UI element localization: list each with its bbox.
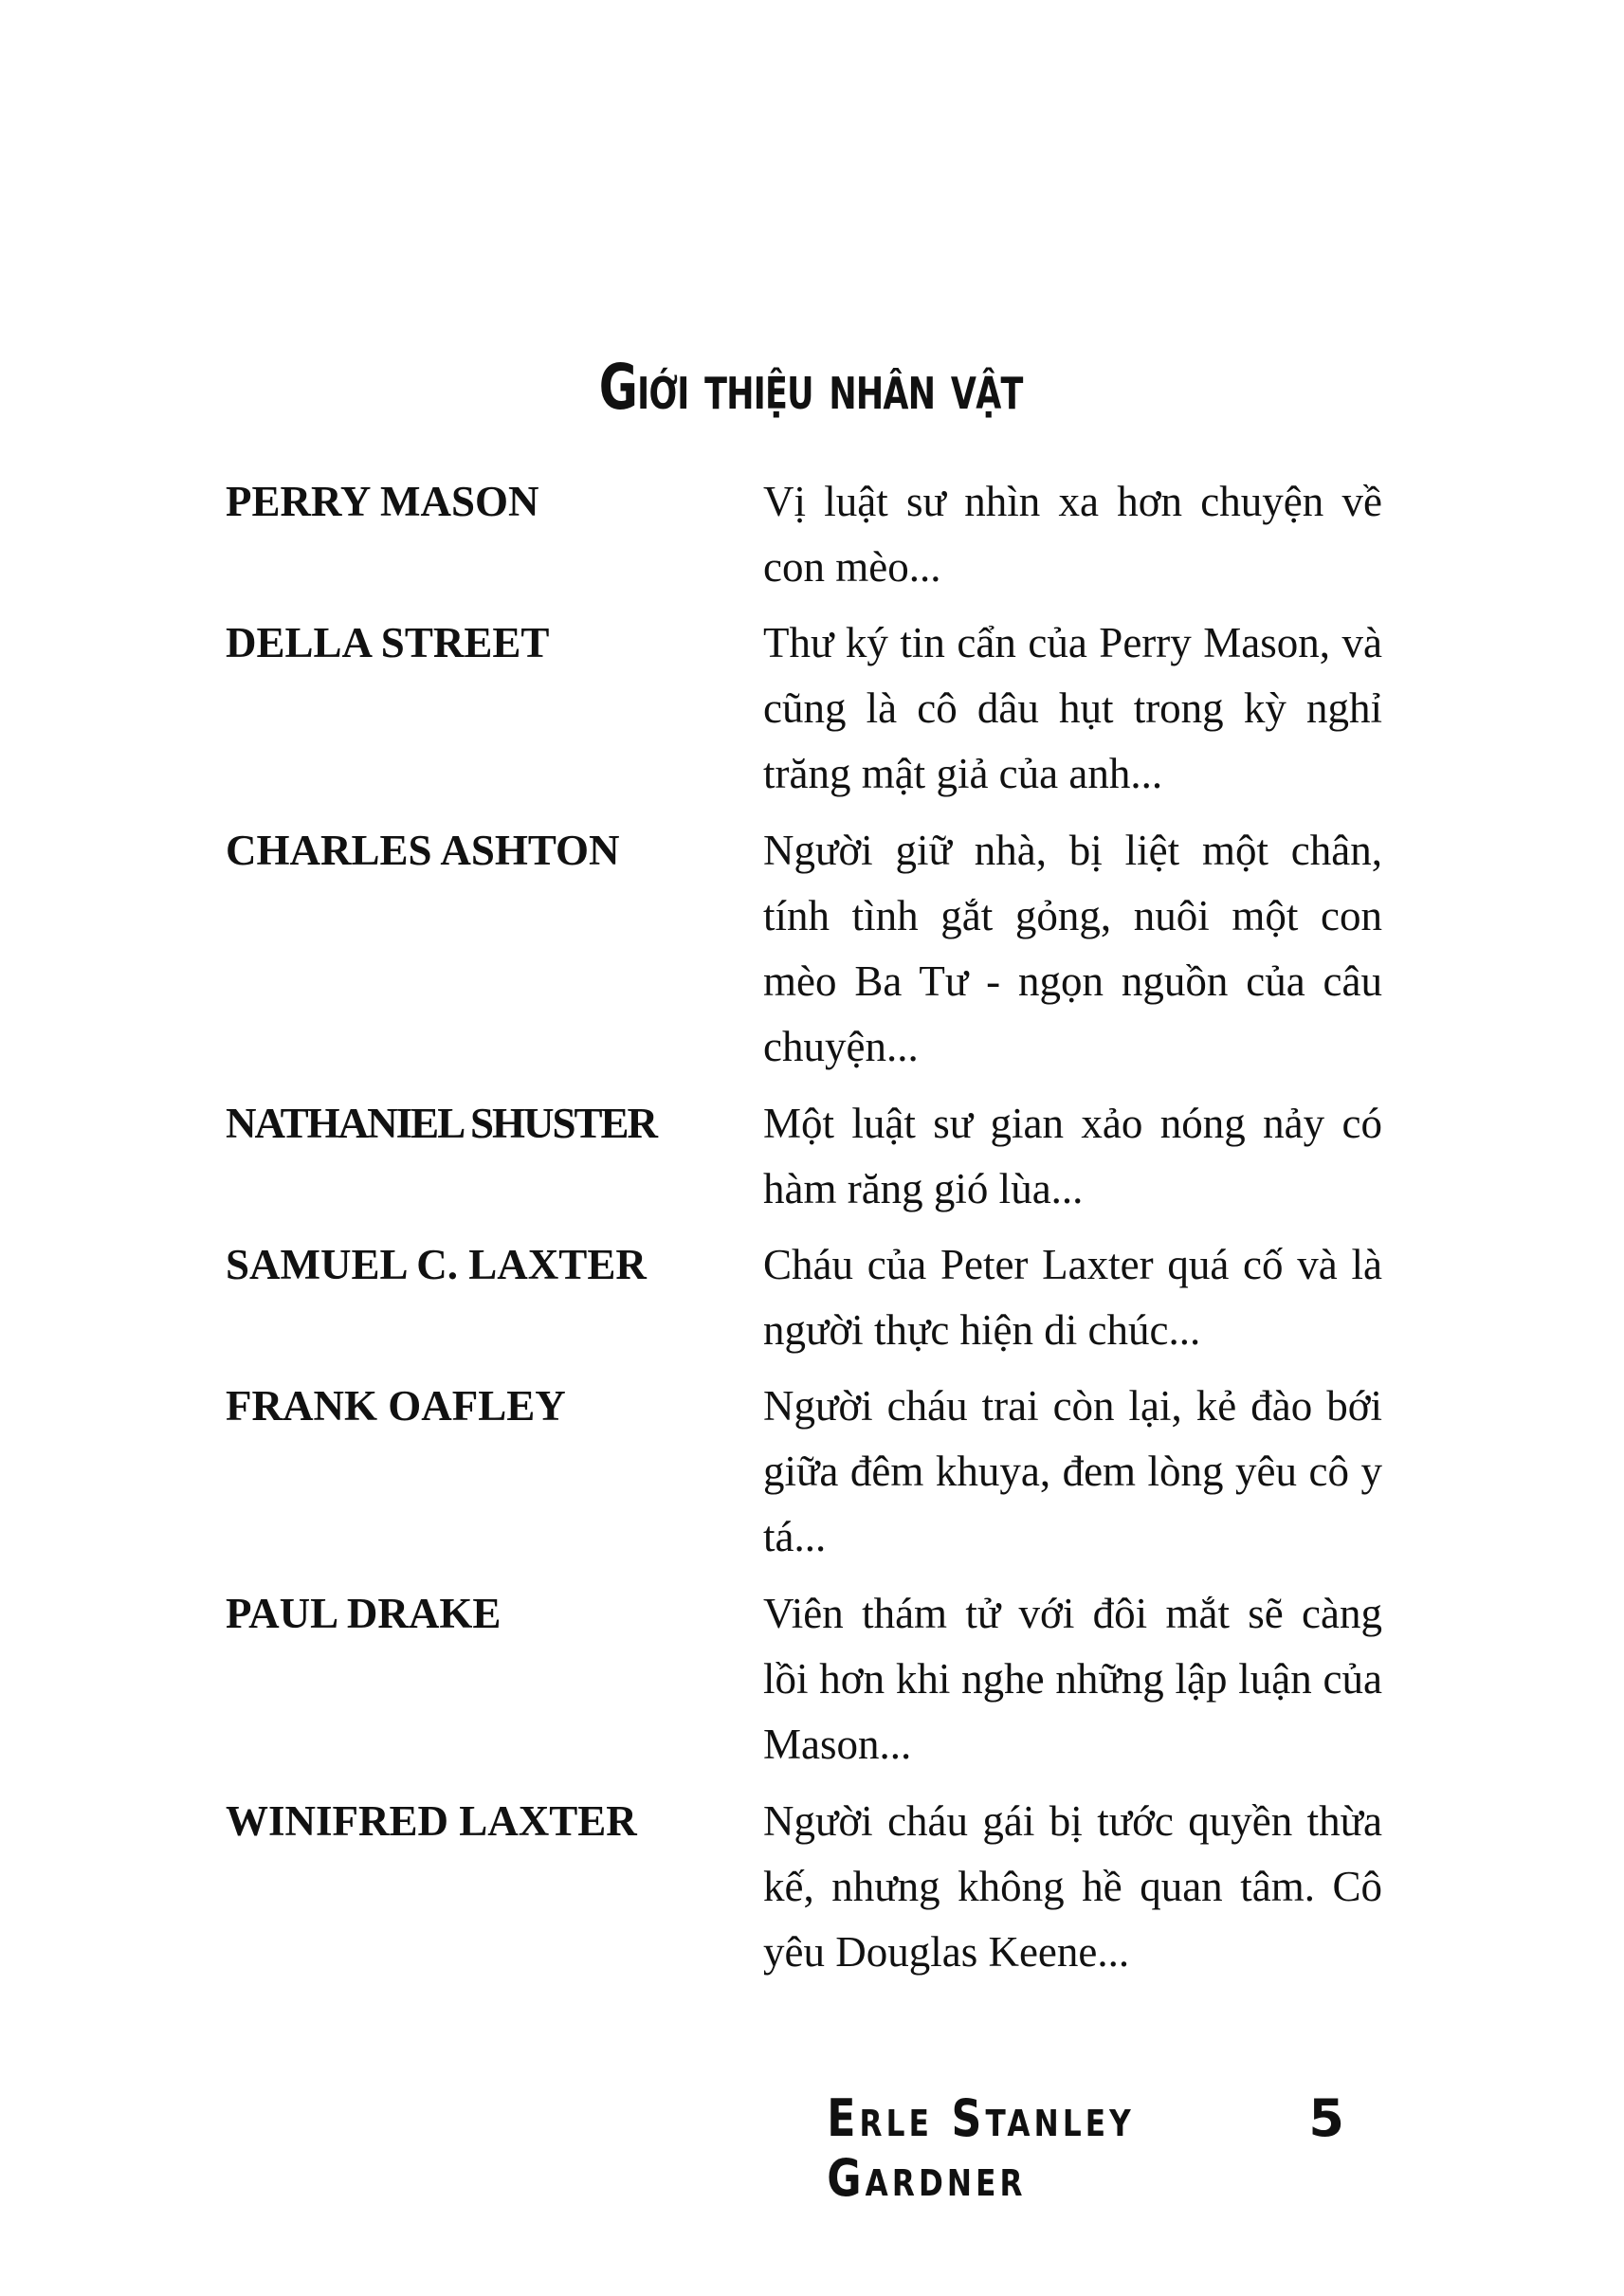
character-description: Thư ký tin cẩn của Perry Mason, và cũng là cô dâu hụt trong kỳ nghỉ trăng mật giả của anh... (763, 619, 1382, 797)
character-name: NATHANIEL SHUSTER (226, 1100, 657, 1147)
character-name: DELLA STREET (226, 619, 550, 666)
character-entry (226, 1581, 1382, 1789)
character-description: Người giữ nhà, bị liệt một chân, tính tình gắt gỏng, nuôi một con mèo Ba Tư - ngọn nguồn của câu chuyện... (763, 827, 1382, 1070)
character-description: Cháu của Peter Laxter quá cố và là người thực hiện di chúc... (763, 1241, 1382, 1354)
character-entry (226, 1789, 1382, 1996)
page-footer (719, 2088, 1344, 2208)
character-description: Người cháu trai còn lại, kẻ đào bới giữa đêm khuya, đem lòng yêu cô y tá... (763, 1382, 1382, 1560)
character-description: Người cháu gái bị tước quyền thừa kế, nhưng không hề quan tâm. Cô yêu Douglas Keene... (763, 1797, 1382, 1976)
character-description: Viên thám tử với đôi mắt sẽ càng lồi hơn khi nghe những lập luận của Mason... (763, 1590, 1382, 1768)
character-entry (226, 1091, 1382, 1232)
character-name: PAUL DRAKE (226, 1590, 502, 1637)
character-name: FRANK OAFLEY (226, 1382, 566, 1430)
character-name: CHARLES ASHTON (226, 827, 620, 874)
character-name: PERRY MASON (226, 478, 539, 525)
character-entry (226, 1232, 1382, 1374)
character-entry (226, 818, 1382, 1091)
character-description: Một luật sư gian xảo nóng nảy có hàm răng gió lùa... (763, 1100, 1382, 1212)
character-name: SAMUEL C. LAXTER (226, 1241, 647, 1288)
footer-author: Erle Stanley Gardner (827, 2088, 1135, 2208)
character-description: Vị luật sư nhìn xa hơn chuyện về con mèo... (763, 478, 1382, 591)
page-title: Giới thiệu nhân vật (598, 351, 1023, 424)
page-number: 5 (1308, 2088, 1344, 2148)
character-entry (226, 469, 1382, 610)
character-entry (226, 1374, 1382, 1581)
character-entry (226, 610, 1382, 818)
character-list (226, 469, 1382, 1996)
character-name: WINIFRED LAXTER (226, 1797, 637, 1845)
